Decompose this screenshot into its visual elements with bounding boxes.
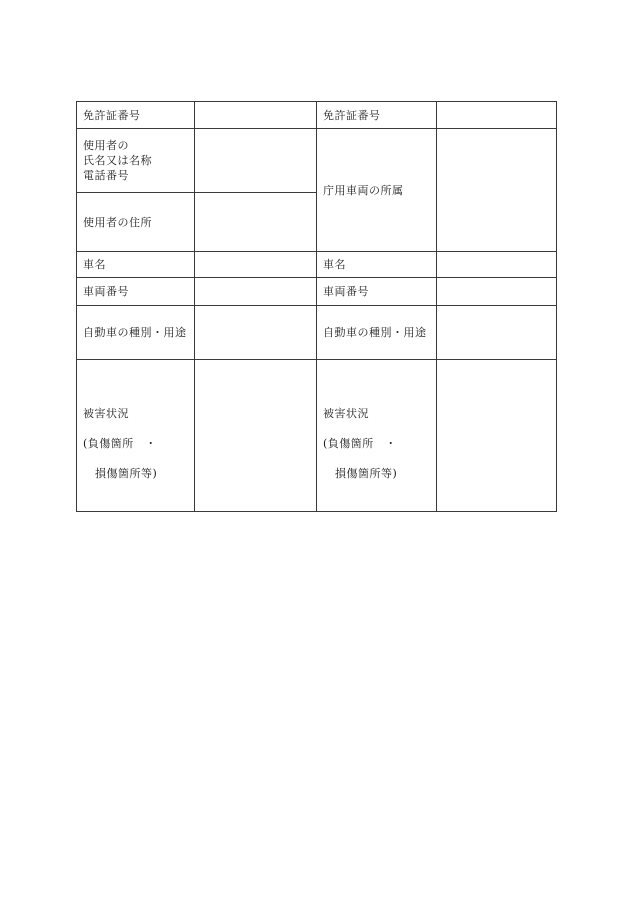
car-number-label-left: 車両番号	[77, 278, 195, 306]
row-car-number	[77, 278, 557, 306]
damage-label-right-line1: 被害状況	[323, 406, 369, 420]
license-number-value-right[interactable]	[437, 102, 557, 129]
row-license-number	[77, 102, 557, 129]
car-number-value-right[interactable]	[437, 278, 557, 306]
user-name-phone-label: 使用者の 氏名又は名称 電話番号	[77, 129, 195, 193]
car-type-value-left[interactable]	[195, 306, 317, 360]
accident-vehicle-form	[76, 101, 557, 512]
license-number-label-left: 免許証番号	[77, 102, 195, 129]
car-type-label-right: 自動車の種別・用途	[317, 306, 437, 360]
damage-label-right	[317, 360, 437, 512]
damage-label-left	[77, 360, 195, 512]
damage-label-right-line2: (負傷箇所 ・	[323, 436, 397, 450]
car-type-value-right[interactable]	[437, 306, 557, 360]
car-name-label-left: 車名	[77, 252, 195, 278]
row-user-name	[77, 129, 557, 193]
car-number-label-right: 車両番号	[317, 278, 437, 306]
official-vehicle-department-value[interactable]	[437, 129, 557, 252]
car-name-value-right[interactable]	[437, 252, 557, 278]
license-number-value-left[interactable]	[195, 102, 317, 129]
official-vehicle-department-label: 庁用車両の所属	[317, 129, 437, 252]
damage-label-left-line2: (負傷箇所 ・	[83, 436, 157, 450]
car-name-label-right: 車名	[317, 252, 437, 278]
car-type-label-left: 自動車の種別・用途	[77, 306, 195, 360]
car-name-value-left[interactable]	[195, 252, 317, 278]
row-car-type	[77, 306, 557, 360]
damage-value-right[interactable]	[437, 360, 557, 512]
row-damage	[77, 360, 557, 512]
damage-value-left[interactable]	[195, 360, 317, 512]
license-number-label-right: 免許証番号	[317, 102, 437, 129]
user-address-label: 使用者の住所	[77, 193, 195, 252]
damage-label-left-line3: 損傷箇所等)	[95, 466, 158, 480]
row-car-name	[77, 252, 557, 278]
damage-label-right-line3: 損傷箇所等)	[335, 466, 398, 480]
user-name-phone-value[interactable]	[195, 129, 317, 193]
car-number-value-left[interactable]	[195, 278, 317, 306]
damage-label-left-line1: 被害状況	[83, 406, 129, 420]
user-address-value[interactable]	[195, 193, 317, 252]
